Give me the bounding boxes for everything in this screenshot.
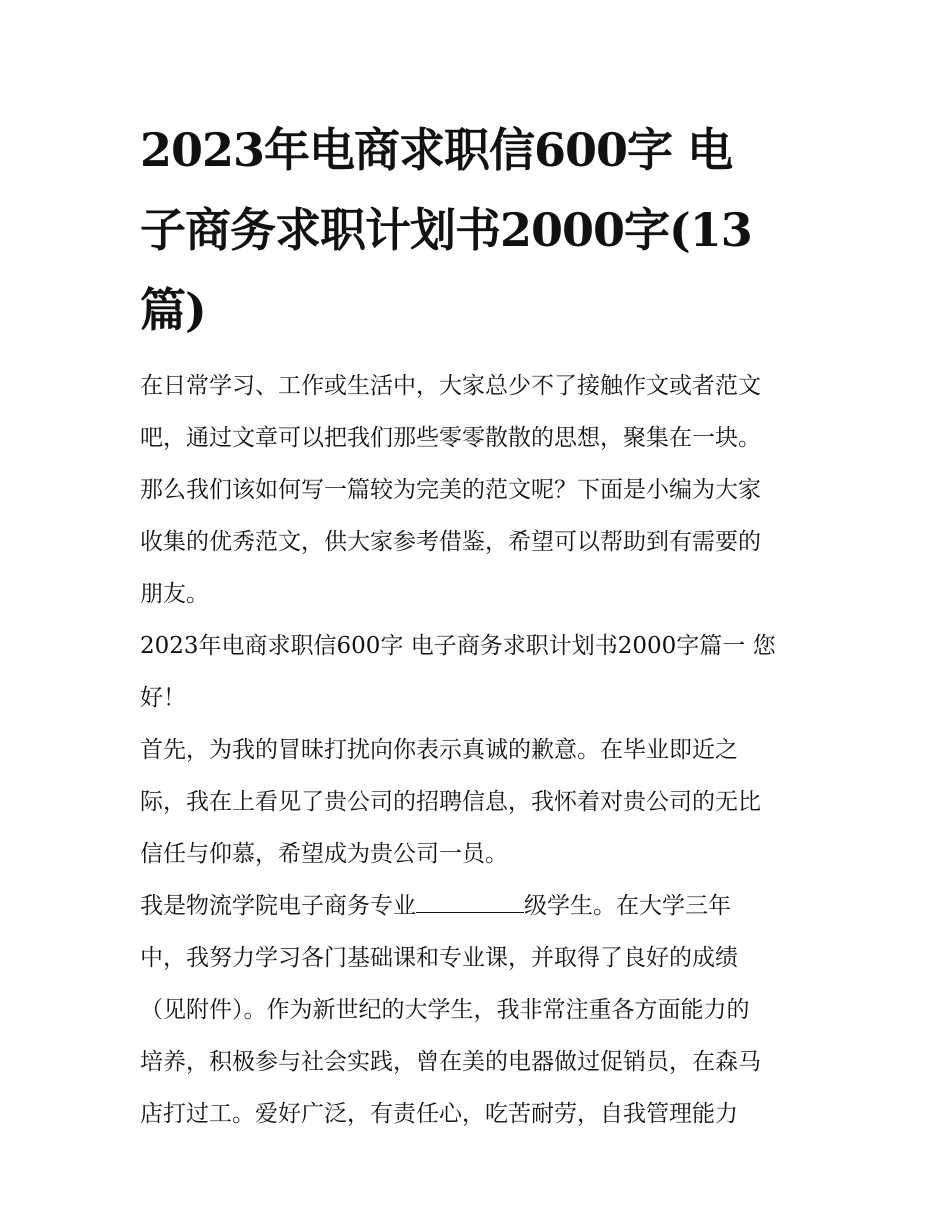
title-line: 子商务求职计划书2000字(13 <box>140 203 752 257</box>
body-paragraph <box>140 880 820 1140</box>
section-heading-paragraph <box>140 620 820 724</box>
fill-in-blank <box>416 892 524 913</box>
text-line: 际，我在上看见了贵公司的招聘信息，我怀着对贵公司的无比 <box>140 789 761 815</box>
text-line: （见附件）。作为新世纪的大学生，我非常注重各方面能力的 <box>140 997 750 1023</box>
text-line: 好！ <box>140 685 186 711</box>
document-title <box>140 110 820 350</box>
body-paragraph <box>140 724 820 880</box>
text-line: 在日常学习、工作或生活中，大家总少不了接触作文或者范文 <box>140 373 761 399</box>
text-line: 中，我努力学习各门基础课和专业课，并取得了良好的成绩 <box>140 945 738 971</box>
text-segment: 级学生。在大学三年 <box>524 893 731 919</box>
text-line: 那么我们该如何写一篇较为完美的范文呢？下面是小编为大家 <box>140 477 761 503</box>
text-line <box>140 880 820 932</box>
text-line: 首先，为我的冒昧打扰向你表示真诚的歉意。在毕业即近之 <box>140 737 738 763</box>
title-line: 2023年电商求职信600字 电 <box>140 123 733 177</box>
title-line: 篇) <box>140 283 206 337</box>
text-line: 2023年电商求职信600字 电子商务求职计划书2000字篇一 您 <box>140 633 776 659</box>
text-segment: 我是物流学院电子商务专业 <box>140 893 416 919</box>
text-line: 吧，通过文章可以把我们那些零零散散的思想，聚集在一块。 <box>140 425 761 451</box>
text-line: 培养，积极参与社会实践，曾在美的电器做过促销员，在森马 <box>140 1049 761 1075</box>
text-line: 朋友。 <box>140 581 209 607</box>
text-line: 店打过工。爱好广泛，有责任心，吃苦耐劳，自我管理能力 <box>140 1101 738 1127</box>
text-line: 收集的优秀范文，供大家参考借鉴，希望可以帮助到有需要的 <box>140 529 761 555</box>
document-page <box>140 110 820 1140</box>
text-line: 信任与仰慕，希望成为贵公司一员。 <box>140 841 508 867</box>
intro-paragraph <box>140 360 820 620</box>
